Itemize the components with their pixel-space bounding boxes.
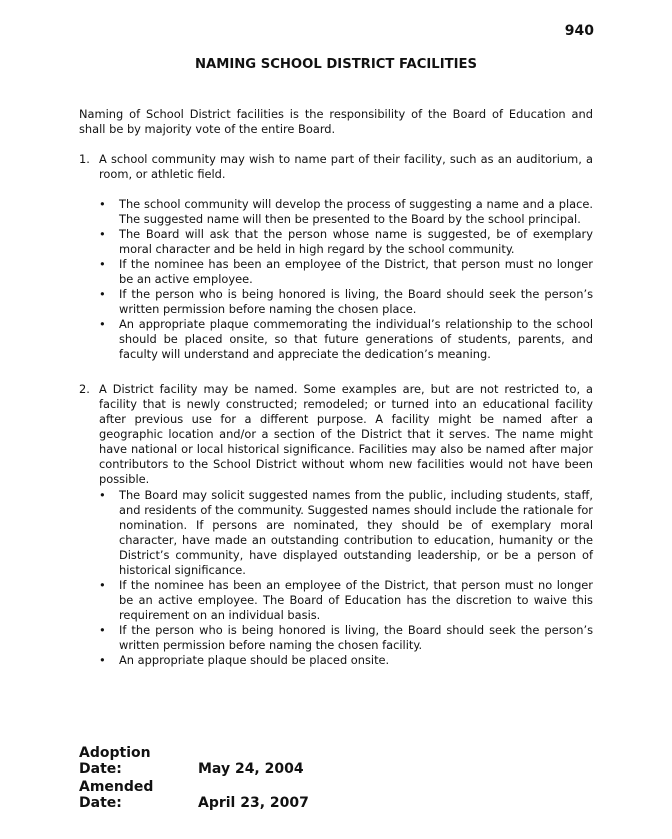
bullet-text: If the nominee has been an employee of the District, that person must no longer be an active employee. The Board of Education has the discretion to waive this requirement on an individual basis. xyxy=(119,578,593,622)
list-item-2 xyxy=(79,382,593,487)
bullet-item xyxy=(99,578,593,623)
bullet-text: The school community will develop the process of suggesting a name and a place. The suggested name will then be presented to the Board by the school principal. xyxy=(119,197,593,226)
bullet-item xyxy=(99,623,593,653)
amended-date-row xyxy=(79,779,309,811)
page-title: NAMING SCHOOL DISTRICT FACILITIES xyxy=(194,57,478,72)
bullet-text: The Board may solicit suggested names from the public, including students, staff, and residents of the community. Suggested names should include the rationale for nomination. If persons are nominated, they should be of exemplary moral character, have made an outstanding contribution to education, humanity or the District’s community, have displayed outstanding leadership, or be a person of historical significance. xyxy=(119,488,593,577)
bullet-item xyxy=(99,653,593,668)
bullet-list-2 xyxy=(99,488,593,668)
bullet-item xyxy=(99,488,593,578)
bullet-icon: • xyxy=(99,653,106,667)
bullet-icon: • xyxy=(99,257,106,271)
item-text: A school community may wish to name part of their facility, such as an auditorium, a room, or athletic field. xyxy=(99,152,593,181)
adoption-date-value: May 24, 2004 xyxy=(198,761,304,777)
bullet-icon: • xyxy=(99,578,106,592)
bullet-text: The Board will ask that the person whose name is suggested, be of exemplary moral character and be held in high regard by the school community. xyxy=(119,227,593,256)
bullet-text: If the person who is being honored is living, the Board should seek the person’s written permission before naming the chosen facility. xyxy=(119,623,593,652)
bullet-list-1 xyxy=(99,197,593,362)
policy-number: 940 xyxy=(564,23,594,39)
item-number: 2. xyxy=(79,382,90,396)
item-text: A District facility may be named. Some examples are, but are not restricted to, a facility that is newly constructed; remodeled; or turned into an educational facility after previous use for a different purpose. A facility might be named after a geographic location and/or a section of the District that it serves. The name might have national or local historical significance. Facilities may also be named after major contributors to the School District without whom new facilities would not have been possible. xyxy=(99,382,593,486)
bullet-icon: • xyxy=(99,488,106,502)
bullet-item xyxy=(99,227,593,257)
bullet-item xyxy=(99,197,593,227)
amended-date-label: Amended Date: xyxy=(79,779,154,811)
adoption-date-row xyxy=(79,745,304,777)
bullet-item xyxy=(99,317,593,362)
intro-paragraph: Naming of School District facilities is the responsibility of the Board of Education and shall be by majority vote of the entire Board. xyxy=(79,107,593,136)
bullet-icon: • xyxy=(99,287,106,301)
bullet-icon: • xyxy=(99,317,106,331)
bullet-item xyxy=(99,257,593,287)
adoption-date-label: Adoption Date: xyxy=(79,745,151,777)
amended-date-value: April 23, 2007 xyxy=(198,795,309,811)
bullet-item xyxy=(99,287,593,317)
bullet-text: An appropriate plaque should be placed onsite. xyxy=(119,653,390,667)
item-number: 1. xyxy=(79,152,90,166)
bullet-text: If the person who is being honored is living, the Board should seek the person’s written permission before naming the chosen place. xyxy=(119,287,593,316)
list-item-1 xyxy=(79,152,593,182)
bullet-icon: • xyxy=(99,197,106,211)
bullet-text: If the nominee has been an employee of the District, that person must no longer be an active employee. xyxy=(119,257,593,286)
bullet-icon: • xyxy=(99,623,106,637)
bullet-icon: • xyxy=(99,227,106,241)
bullet-text: An appropriate plaque commemorating the individual’s relationship to the school should be placed onsite, so that future generations of students, parents, and faculty will understand and appreciate the dedication’s meaning. xyxy=(119,317,593,361)
